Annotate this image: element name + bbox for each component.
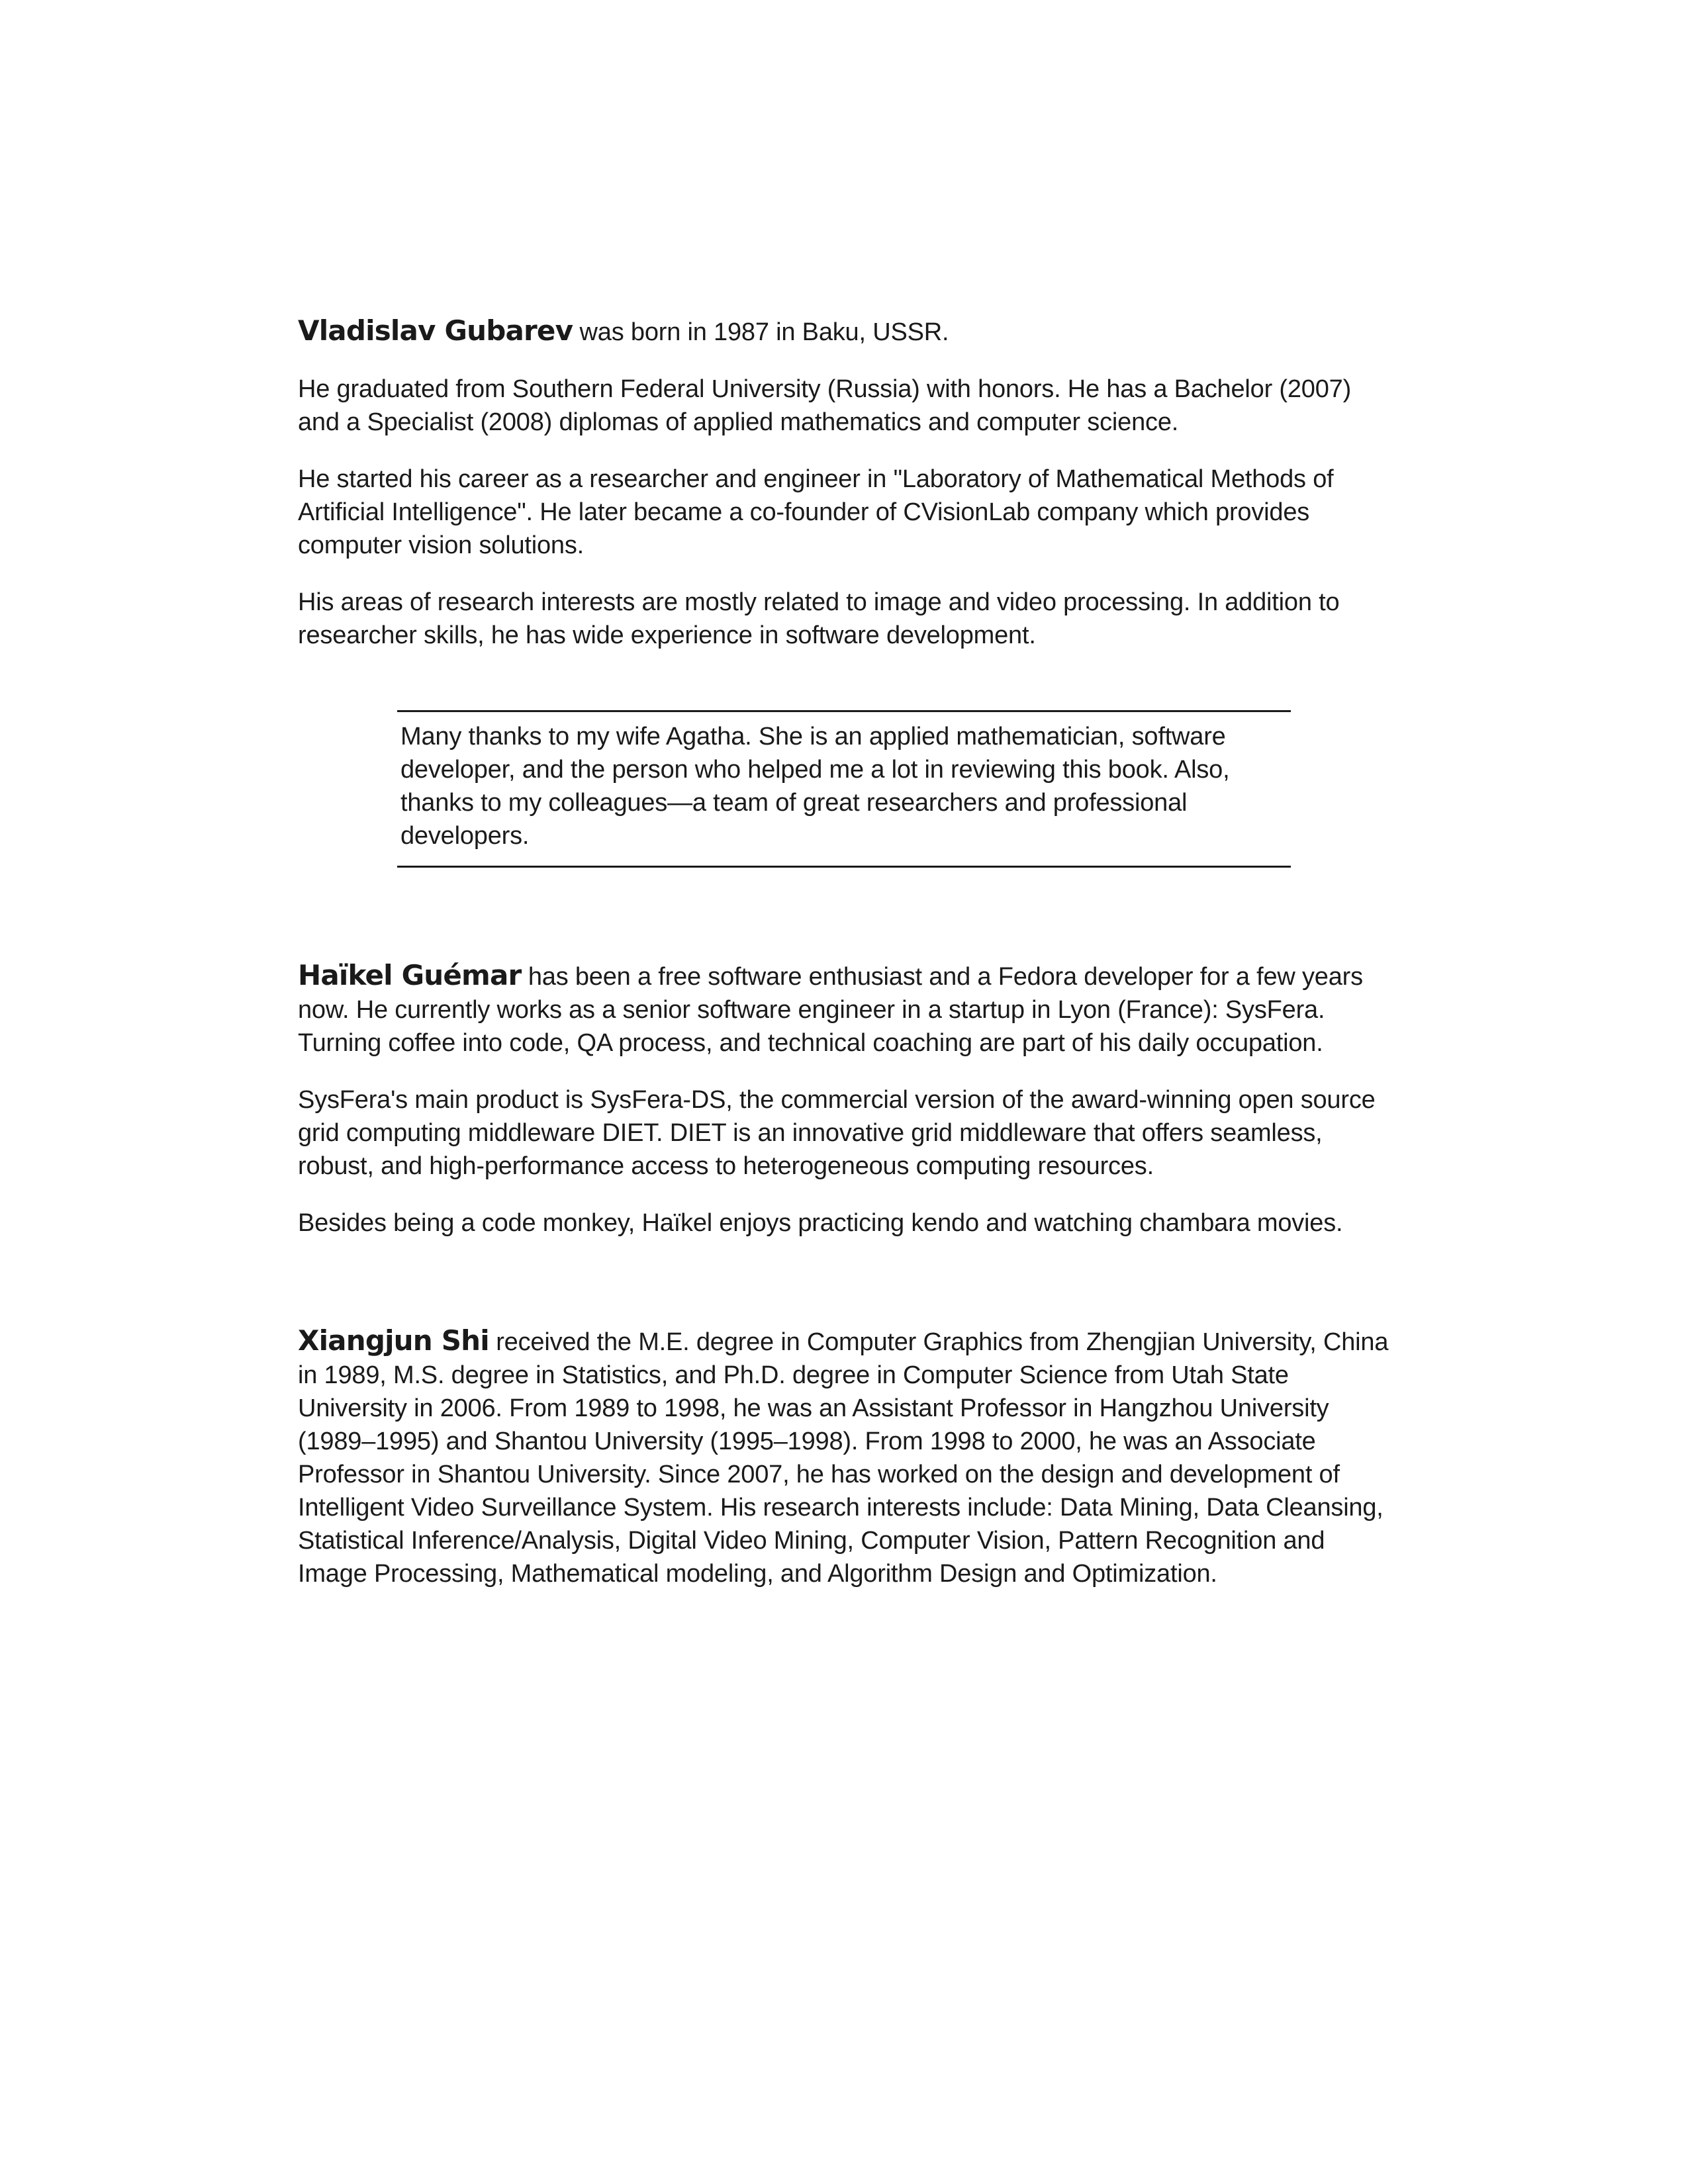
bio-intro-paragraph	[298, 1324, 1397, 1590]
author-name: Xiangjun Shi	[298, 1324, 489, 1357]
bio-intro-text: was born in 1987 in Baku, USSR.	[573, 318, 949, 346]
acknowledgment-box	[397, 710, 1291, 868]
bio-paragraph: He graduated from Southern Federal University (Russia) with honors. He has a Bachelor (2007) and a Specialist (2008) diplomas of applied mathematics and computer science.	[298, 375, 1352, 436]
bio-haikel-guemar	[298, 959, 1397, 1240]
bio-paragraph: Besides being a code monkey, Haïkel enjoys practicing kendo and watching chambara movies.	[298, 1209, 1343, 1237]
acknowledgment-text: Many thanks to my wife Agatha. She is an applied mathematician, software developer, and the person who helped me a lot in reviewing this book. Also, thanks to my colleagues—a team of great researchers and professional developers.	[400, 723, 1230, 850]
bio-xiangjun-shi	[298, 1324, 1397, 1590]
bio-intro-paragraph	[298, 314, 1397, 349]
bio-intro-paragraph	[298, 959, 1397, 1060]
bio-vladislav-gubarev	[298, 314, 1397, 868]
author-name: Vladislav Gubarev	[298, 314, 573, 347]
bio-paragraph: His areas of research interests are mostly related to image and video processing. In addition to researcher skills, he has wide experience in software development.	[298, 588, 1340, 649]
reviewer-bios-page	[298, 314, 1397, 1590]
author-name: Haïkel Guémar	[298, 959, 522, 991]
bio-intro-text: has been a free software enthusiast and a Fedora developer for a few years now. He currently works as a senior software engineer in a startup in Lyon (France): SysFera. Turning coffee into code, QA process, and technical coaching are part of his daily occupation.	[298, 963, 1363, 1057]
bio-paragraph: SysFera's main product is SysFera-DS, the commercial version of the award-winning open source grid computing middleware DIET. DIET is an innovative grid middleware that offers seamless, robust, and high-performance access to heterogeneous computing resources.	[298, 1086, 1376, 1180]
bio-paragraph: He started his career as a researcher and engineer in "Laboratory of Mathematical Methods of Artificial Intelligence". He later became a co-founder of CVisionLab company which provides computer vision solutions.	[298, 465, 1334, 559]
bio-intro-text: received the M.E. degree in Computer Graphics from Zhengjian University, China in 1989, M.S. degree in Statistics, and Ph.D. degree in Computer Science from Utah State University in 2006. From 1989 to 1998, he was an Assistant Professor in Hangzhou University (1989–1995) and Shantou University (1995–1998). From 1998 to 2000, he was an Associate Professor in Shantou University. Since 2007, he has worked on the design and development of Intelligent Video Surveillance System. His research interests include: Data Mining, Data Cleansing, Statistical Inference/Analysis, Digital Video Mining, Computer Vision, Pattern Recognition and Image Processing, Mathematical modeling, and Algorithm Design and Optimization.	[298, 1328, 1389, 1588]
